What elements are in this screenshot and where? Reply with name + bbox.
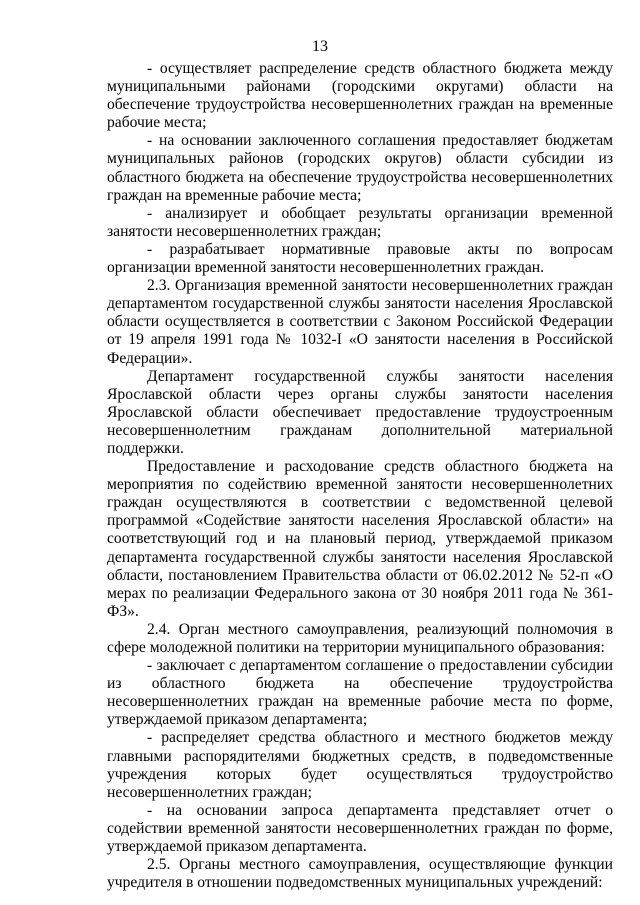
paragraph: 2.5. Органы местного самоуправления, осуществляющие функции учредителя в отношении подведомственных муниципальных учреждений:	[107, 856, 613, 892]
paragraph: - разрабатывает нормативные правовые акты по вопросам организации временной занятости несовершеннолетних граждан.	[107, 240, 613, 277]
document-body	[107, 60, 613, 892]
paragraph: Департамент государственной службы занятости населения Ярославской области через органы службы занятости населения Ярославской области обеспечивает предоставление трудоустроенным несовершеннолетним гражданам дополнительной материальной поддержки.	[107, 367, 613, 457]
paragraph: - распределяет средства областного и местного бюджетов между главными распорядителями бюджетных средств, в подведомственные учреждения которых будет осуществляться трудоустройство несовершеннолетних граждан;	[107, 729, 613, 801]
paragraph: 2.3. Организация временной занятости несовершеннолетних граждан департаментом государственной службы занятости населения Ярославской области осуществляется в соответствии с Законом Российской Федерации от 19 апреля 1991 года № 1032-I «О занятости населения в Российской Федерации».	[107, 277, 613, 367]
paragraph: - заключает с департаментом соглашение о предоставлении субсидии из областного бюджета на обеспечение трудоустройства несовершеннолетних граждан на временные рабочие места по форме, утверждаемой приказом департамента;	[107, 657, 613, 729]
page-number: 13	[312, 38, 328, 55]
paragraph: - анализирует и обобщает результаты организации временной занятости несовершеннолетних граждан;	[107, 204, 613, 240]
paragraph: - на основании заключенного соглашения предоставляет бюджетам муниципальных районов (городских округов) области субсидии из областного бюджета на обеспечение трудоустройства несовершеннолетних граждан на временные рабочие места;	[107, 132, 613, 204]
paragraph: - осуществляет распределение средств областного бюджета между муниципальными районами (городскими округами) области на обеспечение трудоустройства несовершеннолетних граждан на временные рабочие места;	[107, 60, 613, 132]
paragraph: Предоставление и расходование средств областного бюджета на мероприятия по содействию временной занятости несовершеннолетних граждан осуществляются в соответствии с ведомственной целевой программой «Содействие занятости населения Ярославской области» на соответствующий год и на плановый период, утверждаемой приказом департамента государственной службы занятости населения Ярославской области, постановлением Правительства области от 06.02.2012 № 52-п «О мерах по реализации Федерального закона от 30 ноября 2011 года № 361-ФЗ».	[107, 458, 613, 620]
paragraph: - на основании запроса департамента представляет отчет о содействии временной занятости несовершеннолетних граждан по форме, утверждаемой приказом департамента.	[107, 801, 613, 856]
paragraph: 2.4. Орган местного самоуправления, реализующий полномочия в сфере молодежной политики на территории муниципального образования:	[107, 620, 613, 656]
